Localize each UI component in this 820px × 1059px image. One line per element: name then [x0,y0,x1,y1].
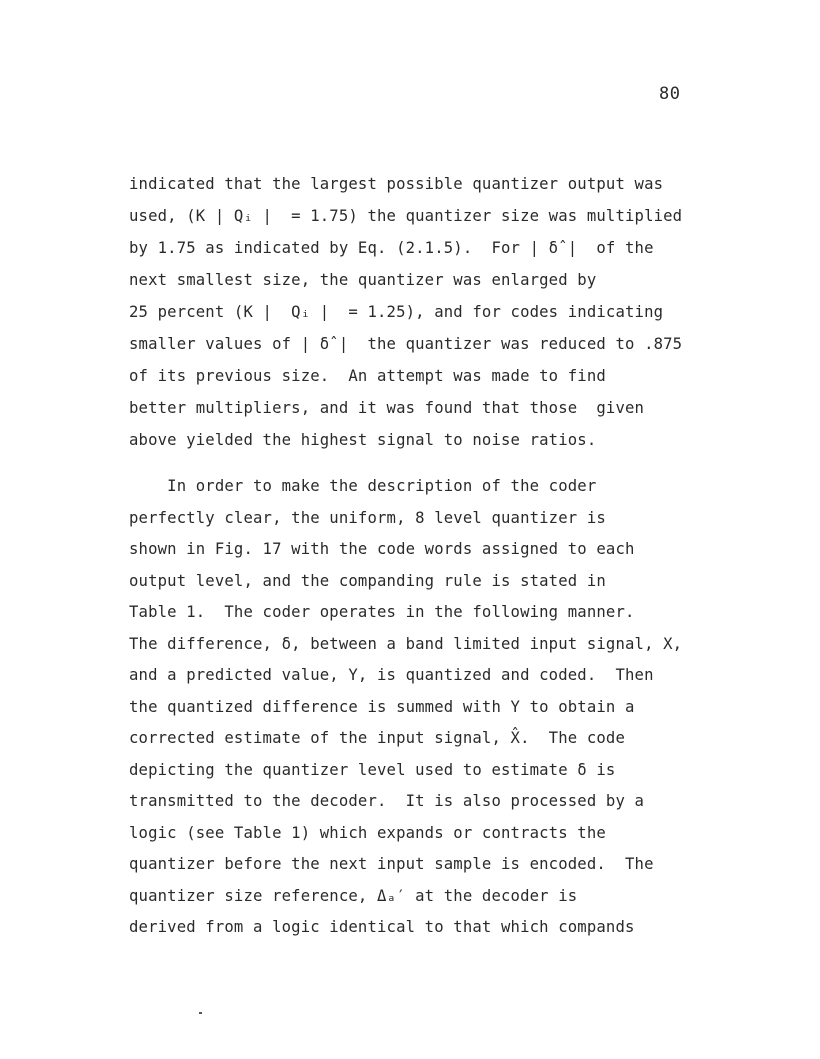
text-line: Table 1. The coder operates in the following manner. [129,603,635,621]
text-line: derived from a logic identical to that which compands [129,918,635,936]
text-line: indicated that the largest possible quantizer output was [129,175,664,193]
text-line: transmitted to the decoder. It is also processed by a [129,792,645,810]
text-line: quantizer before the next input sample is encoded. The [129,855,654,873]
scan-speck [199,1012,202,1014]
text-line: The difference, δ, between a band limited input signal, X, [129,634,683,653]
text-line: better multipliers, and it was found that those given [129,399,645,417]
text-line: of its previous size. An attempt was made to find [129,367,606,385]
text-line: and a predicted value, Y, is quantized and coded. Then [129,666,654,684]
text-line: the quantized difference is summed with Y to obtain a [129,697,635,716]
text-line: smaller values of | δ̂ | the quantizer was reduced to .875 [129,335,683,353]
text-line: 25 percent (K | Qᵢ | = 1.25), and for codes indicating [129,303,664,321]
text-line: output level, and the companding rule is stated in [129,571,606,590]
text-line: used, (K | Qᵢ | = 1.75) the quantizer size was multiplied [129,207,683,225]
text-line: depicting the quantizer level used to estimate δ is [129,760,616,779]
page-number: 80 [659,84,681,104]
text-line: perfectly clear, the uniform, 8 level quantizer is [129,508,606,527]
text-line: In order to make the description of the coder [129,477,597,495]
text-line: next smallest size, the quantizer was enlarged by [129,271,597,289]
text-line: by 1.75 as indicated by Eq. (2.1.5). For | δ̂ | of the [129,239,654,257]
text-line: corrected estimate of the input signal, X̂. The code [129,729,625,747]
text-line: logic (see Table 1) which expands or contracts the [129,823,606,842]
text-line: shown in Fig. 17 with the code words assigned to each [129,540,635,558]
text-line: above yielded the highest signal to noise ratios. [129,431,597,449]
text-line: quantizer size reference, Δₐ′ at the decoder is [129,886,578,905]
